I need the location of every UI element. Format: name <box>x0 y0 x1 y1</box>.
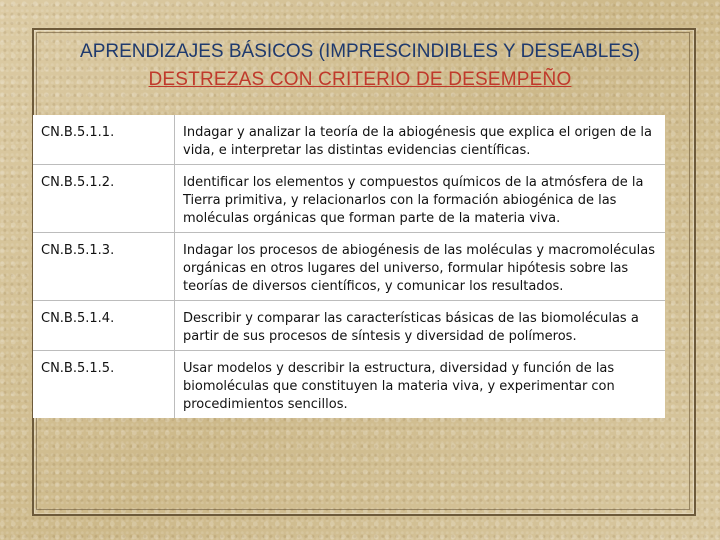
skill-code: CN.B.5.1.1. <box>33 115 175 165</box>
table-row <box>33 233 665 301</box>
table-row <box>33 165 665 233</box>
skill-code: CN.B.5.1.4. <box>33 301 175 351</box>
skill-description: Describir y comparar las características básicas de las biomoléculas a partir de sus procesos de síntesis y diversidad de polímeros. <box>175 301 666 351</box>
skills-table <box>33 115 665 418</box>
table-row <box>33 351 665 419</box>
skill-code: CN.B.5.1.2. <box>33 165 175 233</box>
slide-header <box>40 40 680 92</box>
slide-title: APRENDIZAJES BÁSICOS (IMPRESCINDIBLES Y DESEABLES) <box>80 41 640 62</box>
slide-subtitle: DESTREZAS CON CRITERIO DE DESEMPEÑO <box>148 69 572 90</box>
skill-code: CN.B.5.1.3. <box>33 233 175 301</box>
skill-description: Indagar y analizar la teoría de la abiogénesis que explica el origen de la vida, e interpretar las distintas evidencias científicas. <box>175 115 666 165</box>
table-row <box>33 115 665 165</box>
skill-description: Usar modelos y describir la estructura, diversidad y función de las biomoléculas que constituyen la materia viva, y experimentar con procedimientos sencillos. <box>175 351 666 419</box>
skill-code: CN.B.5.1.5. <box>33 351 175 419</box>
skill-description: Indagar los procesos de abiogénesis de las moléculas y macromoléculas orgánicas en otros lugares del universo, formular hipótesis sobre las teorías de diversos científicos, y comunicar los resultados. <box>175 233 666 301</box>
skill-description: Identificar los elementos y compuestos químicos de la atmósfera de la Tierra primitiva, y relacionarlos con la formación abiogénica de las moléculas orgánicas que forman parte de la materia viva. <box>175 165 666 233</box>
table-row <box>33 301 665 351</box>
